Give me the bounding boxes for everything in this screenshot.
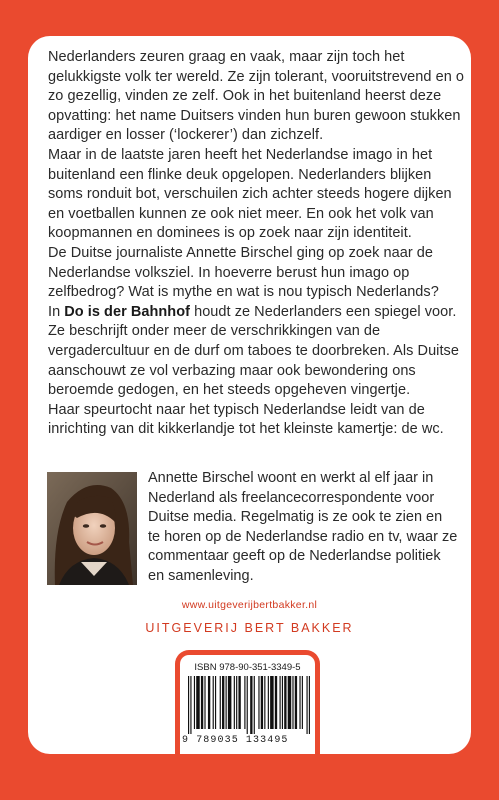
blurb-paragraph-4-suffix: houdt ze Nederlanders een spiegel voor. Ze beschrijft onder meer de verschrikkingen van de vergadercultuur en de durf om taboes te doorbreken. Als Duitse aanschouwt ze vol verbazing maar ook bewondering ons beroemde gedogen, en het steeds opgeheven vingertje. — [48, 303, 459, 399]
barcode-bar — [190, 676, 191, 734]
barcode-bar — [196, 676, 200, 729]
barcode-bar — [234, 676, 235, 729]
barcode-bar — [264, 676, 265, 729]
blurb-paragraph-4 — [48, 303, 468, 401]
barcode-bar — [299, 676, 300, 729]
barcode-bar — [213, 676, 214, 729]
barcode-bar — [238, 676, 240, 729]
barcode-bar — [261, 676, 263, 729]
blurb-text — [48, 48, 468, 440]
barcode-bar — [194, 676, 195, 729]
barcode-bar — [284, 676, 286, 729]
barcode-bar — [295, 676, 297, 729]
barcode-bar — [268, 676, 269, 729]
blurb-paragraph-4-prefix: In — [48, 303, 65, 320]
author-photo — [47, 472, 137, 585]
barcode-bar — [215, 676, 216, 729]
barcode-box — [175, 650, 320, 754]
blurb-paragraph-5: Haar speurtocht naar het typisch Nederlandse leidt van de inrichting van dit kikkerlandje tot het kleinste kamertje: de wc. — [48, 401, 444, 438]
barcode-bar — [208, 676, 210, 729]
barcode-bar — [188, 676, 189, 734]
barcode-bar — [254, 676, 255, 734]
barcode-bar — [302, 676, 303, 729]
barcode-bar — [201, 676, 203, 729]
barcode-bar — [292, 676, 293, 729]
barcode-bar — [228, 676, 232, 729]
isbn-label: ISBN 978-90-351-3349-5 — [194, 662, 301, 673]
author-bio: Annette Birschel woont en werkt al elf jaar in Nederland als freelancecorrespondente voor Duitse media. Regelmatig is ze ook te zien en te horen op de Nederlandse radio en tv, waar ze commentaar geeft op de Nederlandse politiek en samenleving. — [148, 470, 458, 584]
blurb-paragraph-3: De Duitse journaliste Annette Birschel ging op zoek naar de Nederlandse volksziel. In hoeverre berust hun imago op zelfbedrog? Wat is mythe en wat is nou typisch Nederlands? — [48, 244, 439, 301]
barcode-image — [188, 676, 310, 734]
barcode-bar — [204, 676, 205, 729]
barcode-bar — [282, 676, 283, 729]
blurb-paragraph-2: Maar in de laatste jaren heeft het Nederlandse imago in het buitenland een flinke deuk opgelopen. Nederlanders blijken soms ronduit bot, verschuilen zich achter steeds hogere dijken en voetballen kunnen ze ook niet meer. En ook het volk van koopmannen en dominees is op zoek naar zijn identiteit. — [48, 146, 452, 242]
barcode-bar — [288, 676, 292, 729]
barcode-bar — [220, 676, 221, 729]
barcode-bar — [280, 676, 281, 729]
blurb-paragraph-1: Nederlanders zeuren graag en vaak, maar zijn toch het gelukkigste volk ter wereld. Ze zijn tolerant, vooruitstrevend en o zo gezellig, vinden ze zelf. Ook in het buitenland heerst deze opvatting: het name Duitsers vinden hun buren gewoon stukken aardiger en losser (‘lockerer’) dan zichzelf. — [48, 49, 464, 144]
barcode-bar — [222, 676, 224, 729]
barcode-digits: 9 789035 133495 — [182, 735, 289, 746]
back-cover-panel — [28, 36, 471, 754]
barcode-bar — [226, 676, 227, 729]
barcode-bar — [247, 676, 248, 734]
barcode-bar — [244, 676, 245, 729]
barcode-bar — [275, 676, 277, 729]
barcode-bar — [236, 676, 237, 729]
barcode-bar — [309, 676, 310, 734]
barcode-bar — [258, 676, 259, 729]
book-title: Do is der Bahnhof — [64, 303, 190, 320]
publisher-website: www.uitgeverijbertbakker.nl — [181, 599, 318, 611]
publisher-name: UITGEVERIJ BERT BAKKER — [145, 621, 354, 635]
barcode-bar — [250, 676, 252, 734]
barcode-bar — [270, 676, 274, 729]
barcode-bar — [306, 676, 307, 734]
